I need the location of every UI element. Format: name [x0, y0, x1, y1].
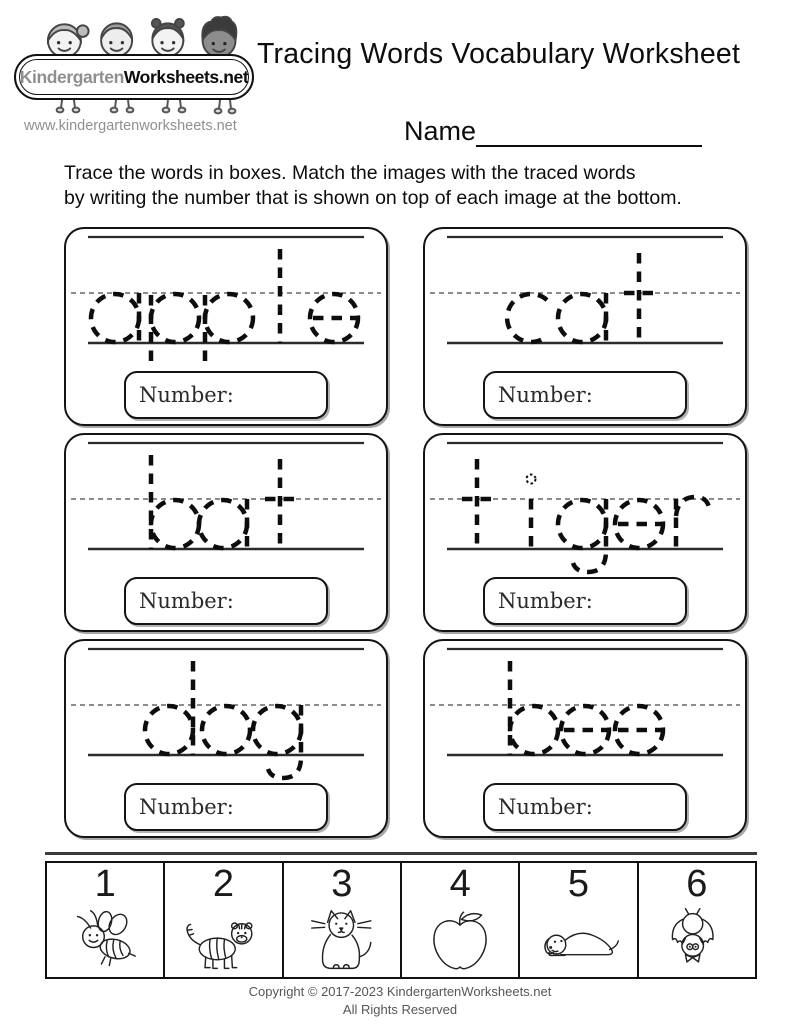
tracing-word-bat [66, 435, 386, 583]
name-label: Name [404, 116, 477, 146]
brand-worksheets: Worksheets.net [123, 66, 249, 87]
match-cell [165, 863, 283, 977]
trace-box-dog [64, 639, 388, 838]
dog-image [525, 905, 631, 977]
section-divider [45, 852, 757, 855]
match-cell [284, 863, 402, 977]
image-number: 1 [94, 863, 116, 905]
trace-box-bat [64, 433, 388, 632]
tracing-word-bee [425, 641, 745, 789]
trace-box-cat [423, 227, 747, 426]
image-number: 2 [212, 863, 235, 905]
brand-kindergarten: Kindergarten [19, 66, 124, 87]
tracing-grid [64, 227, 747, 838]
match-cell [47, 863, 165, 977]
image-number: 5 [567, 863, 590, 905]
tracing-word-tiger [425, 435, 745, 583]
number-answer-box[interactable]: Number: [124, 371, 328, 419]
trace-box-apple [64, 227, 388, 426]
copyright-footer: Copyright © 2017-2023 KindergartenWorksheets.net All Rights Reserved [248, 984, 552, 1018]
number-answer-box[interactable]: Number: [124, 577, 328, 625]
number-answer-box[interactable]: Number: [483, 783, 687, 831]
page-title: Tracing Words Vocabulary Worksheet [257, 38, 741, 70]
tracing-word-cat [425, 229, 745, 377]
apple-image [407, 905, 513, 977]
image-number: 4 [449, 863, 471, 905]
kids-legs-illustration [24, 100, 244, 116]
match-images-row [45, 861, 757, 979]
number-answer-box[interactable]: Number: [483, 371, 687, 419]
match-cell [520, 863, 638, 977]
image-number: 3 [331, 863, 353, 905]
bee-image [52, 905, 158, 977]
instructions-text: Trace the words in boxes. Match the images with the traced words by writing the number that is shown on top of each image at the bottom. [64, 162, 682, 210]
tracing-word-dog [66, 641, 386, 789]
number-answer-box[interactable]: Number: [124, 783, 328, 831]
trace-box-bee [423, 639, 747, 838]
name-blank-line[interactable] [476, 117, 702, 147]
bat-image [644, 905, 750, 977]
number-answer-box[interactable]: Number: [483, 577, 687, 625]
site-logo [14, 4, 254, 134]
cat-image [289, 905, 395, 977]
match-cell [402, 863, 520, 977]
website-url: www.kindergartenworksheets.net [24, 118, 237, 134]
image-number: 6 [686, 863, 708, 905]
trace-box-tiger [423, 433, 747, 632]
tracing-word-apple [66, 229, 386, 377]
tiger-image [170, 905, 276, 977]
logo-pill [14, 54, 254, 100]
match-cell [639, 863, 755, 977]
